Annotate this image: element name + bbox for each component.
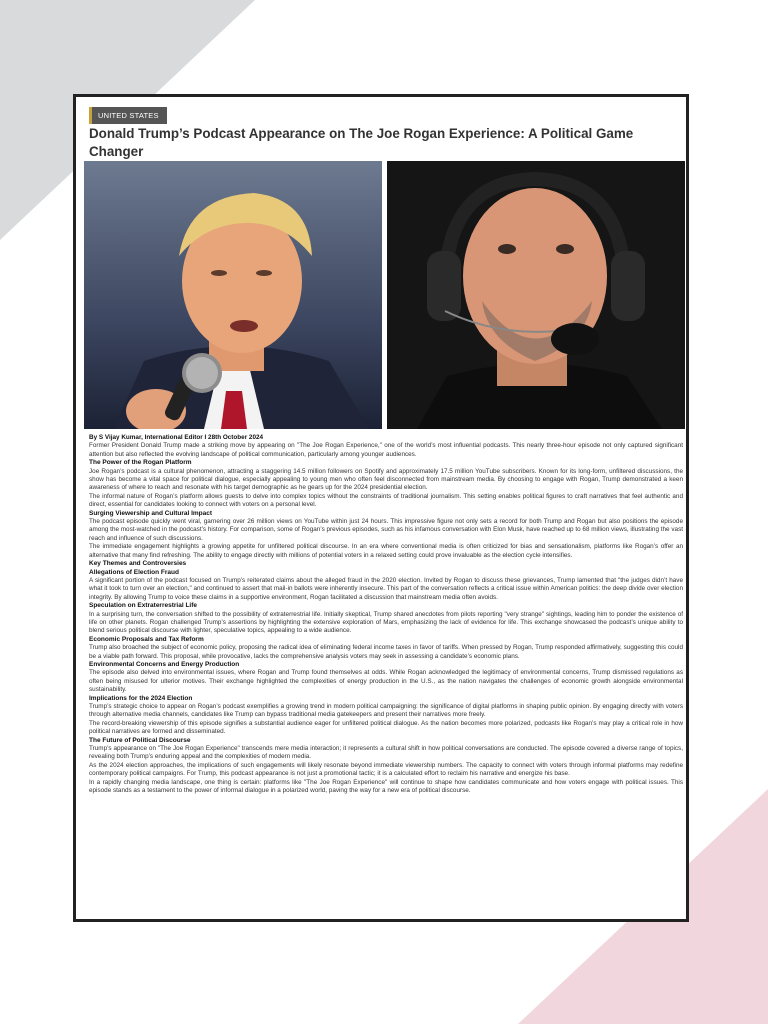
paragraph: In a surprising turn, the conversation shifted to the possibility of extraterrestrial life. Initially skeptical, Trump shared anecdotes from pilots reporting "very strange" sightings, leading him to ponder the existence of life on other planets. Rogan challenged Trump’s assertions by highlighting the extensive exploration of Mars, emphasizing the lack of evidence for life. This exchange showcased the podcast’s unique ability to blend serious political discourse with lighter, speculative topics, appealing to a wide audience. (89, 610, 683, 635)
paragraph: As the 2024 election approaches, the implications of such engagements will likely resonate beyond immediate viewership numbers. The capacity to connect with voters through informal platforms may redefine contemporary political campaigns. For Trump, this podcast appearance is not just a promotional tactic; it is a calculated effort to reclaim his narrative and energize his base. (89, 761, 683, 778)
section-heading: The Power of the Rogan Platform (89, 459, 192, 467)
paragraph: The episode also delved into environmental issues, where Rogan and Trump found themselves at odds. While Rogan acknowledged the legitimacy of environmental concerns, Trump dismissed regulations as often being misused for ulterior motives. Their exchange highlighted the complexities of energy production in the U.S., as the nation navigates the challenges of economic growth alongside environmental sustainability. (89, 669, 683, 694)
article-title: Donald Trump’s Podcast Appearance on The Joe Rogan Experience: A Political Game Changer (89, 126, 634, 159)
article-card (73, 94, 689, 922)
subsection-heading: Economic Proposals and Tax Reform (89, 635, 204, 643)
section-heading: Implications for the 2024 Election (89, 694, 193, 702)
intro-paragraph: Former President Donald Trump made a striking move by appearing on "The Joe Rogan Experience," one of the world’s most influential podcasts. This nearly three-hour episode not only captured significant attention but also reflected the evolving landscape of political communication, particularly among younger audiences. (89, 442, 683, 458)
paragraph: In a rapidly changing media landscape, one thing is certain: platforms like "The Joe Rogan Experience" will continue to shape how candidates communicate and how voters engage with political issues. This episode stands as a testament to the power of informal dialogue in a polarized world, paving the way for a new era of political discourse. (89, 778, 683, 795)
article-body (89, 434, 683, 795)
byline: By S Vijay Kumar, International Editor I 28th October 2024 (89, 434, 264, 441)
paragraph: Trump also broached the subject of economic policy, proposing the radical idea of eliminating federal income taxes in favor of tariffs. When pressed by Rogan, Trump responded affirmatively, suggesting this could be a viable path forward. This proposal, while provocative, lacks the comprehensive analysis voters may seek in assessing a candidate’s economic plans. (89, 644, 683, 660)
section-heading: The Future of Political Discourse (89, 736, 191, 744)
rogan-photo (387, 161, 685, 429)
paragraph: The informal nature of Rogan’s platform allows guests to delve into complex topics without the constraints of traditional journalism. This setting enables political figures to craft narratives that feel authentic and direct, essential for candidates looking to connect with voters on a personal level. (89, 492, 683, 509)
paragraph: A significant portion of the podcast focused on Trump’s reiterated claims about the alleged fraud in the 2020 election. Invited by Rogan to discuss these grievances, Trump lamented that "the judges didn’t have what it took to turn over an election," and continued to assert that mail-in ballots were inherently insecure. This part of the conversation reflects a critical issue within American politics: the deep divide over election integrity. By allowing Trump to voice these claims in a supportive environment, Rogan facilitated a discussion that mainstream media often avoids. (89, 576, 683, 601)
paragraph: Trump’s appearance on "The Joe Rogan Experience" transcends mere media interaction; it represents a cultural shift in how political conversations are conducted. The episode covered a diverse range of topics, revealing both Trump’s enduring appeal and the complexities of modern media. (89, 745, 683, 761)
trump-photo (84, 161, 382, 429)
subsection-heading: Speculation on Extraterrestrial Life (89, 602, 198, 610)
paragraph: Trump’s strategic choice to appear on Rogan’s podcast exemplifies a growing trend in modern political campaigning: the significance of digital platforms in shaping public opinion. By engaging directly with voters through alternative media channels, candidates like Trump can bypass traditional media gatekeepers and present their narratives more freely. (89, 703, 683, 719)
subsection-heading: Environmental Concerns and Energy Production (89, 660, 240, 668)
paragraph: The immediate engagement highlights a growing appetite for unfiltered political discourse. In an era where conventional media is often criticized for bias and sensationalism, platforms like Rogan’s offer an alternative that many find refreshing. The ability to engage directly with millions of potential voters in a relaxed setting could prove invaluable as the election cycle intensifies. (89, 543, 683, 559)
subsection-heading: Allegations of Election Fraud (89, 568, 179, 576)
section-heading: Surging Viewership and Cultural Impact (89, 509, 213, 517)
section-heading: Key Themes and Controversies (89, 560, 187, 568)
paragraph: The record-breaking viewership of this episode signifies a substantial audience eager for unfiltered political dialogue. As the nation becomes more polarized, podcasts like Rogan’s may play a critical role in how political narratives are formed and disseminated. (89, 719, 683, 736)
paragraph: The podcast episode quickly went viral, garnering over 26 million views on YouTube within just 24 hours. This impressive figure not only sets a record for both Trump and Rogan but also positions the episode among the most-watched in the podcast’s history. For comparison, some of Rogan’s previous episodes, such as his infamous conversation with Elon Musk, have reached up to 68 million views, illustrating the vast reach and influence of such discussions. (89, 518, 683, 542)
paragraph: Joe Rogan’s podcast is a cultural phenomenon, attracting a staggering 14.5 million followers on Spotify and approximately 17.5 million YouTube subscribers. Known for its long-form, unfiltered discussions, the show has become a vital space for political dialogue, especially appealing to young men who often feel disconnected from mainstream media. By choosing to engage with Rogan, Trump demonstrated a keen awareness of where to reach and resonate with his target demographic as he gears up for the 2024 presidential election. (89, 467, 683, 492)
category-badge[interactable]: UNITED STATES (89, 107, 167, 124)
